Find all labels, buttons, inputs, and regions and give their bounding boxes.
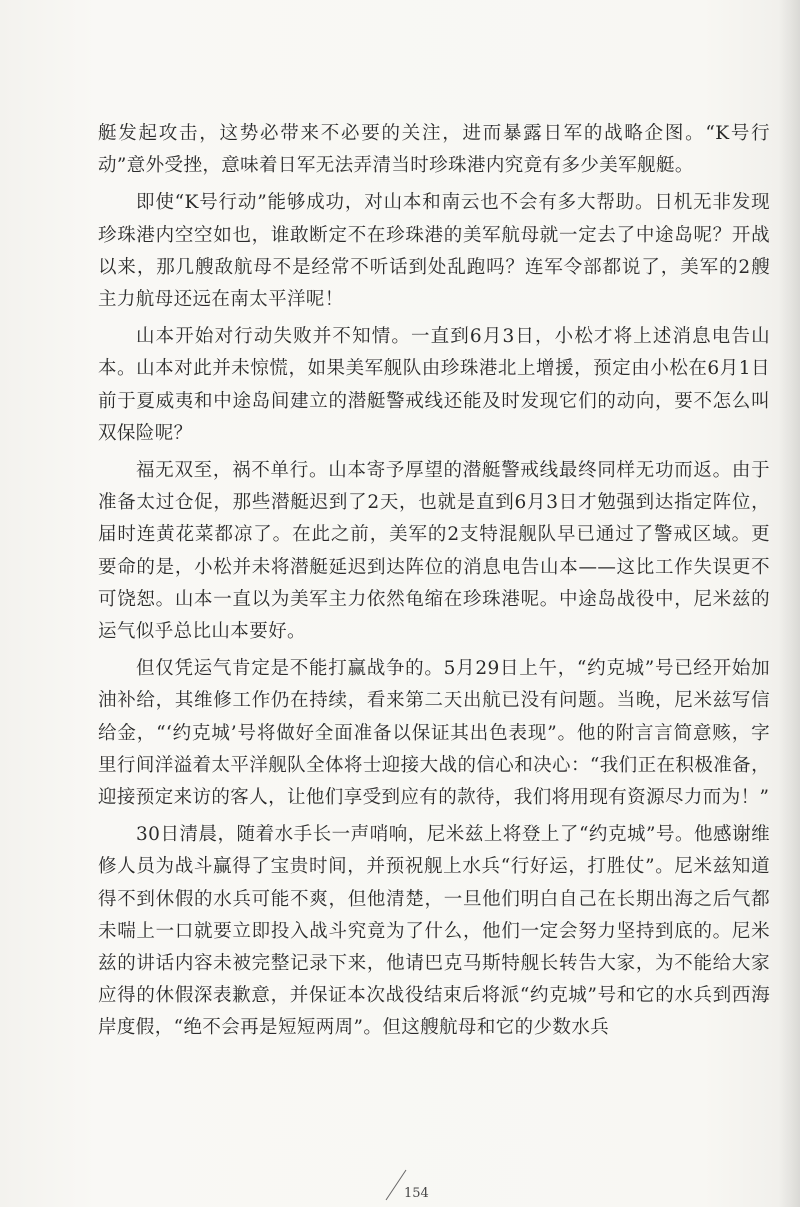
page-footer [380, 1168, 450, 1204]
paragraph: 福无双至，祸不单行。山本寄予厚望的潜艇警戒线最终同样无功而返。由于准备太过仓促，那些潜艇迟到了2天，也就是直到6月3日才勉强到达指定阵位，届时连黄花菜都凉了。在此之前，美军的2支特混舰队早已通过了警戒区域。更要命的是，小松并未将潜艇延迟到达阵位的消息电告山本——这比工作失误更不可饶恕。山本一直以为美军主力依然龟缩在珍珠港呢。中途岛战役中，尼米兹的运气似乎总比山本要好。 [98, 460, 770, 643]
paragraph: 30日清晨，随着水手长一声哨响，尼米兹上将登上了“约克城”号。他感谢维修人员为战斗赢得了宝贵时间，并预祝舰上水兵“行好运，打胜仗”。尼米兹知道得不到休假的水兵可能不爽，但他清楚，一旦他们明白自己在长期出海之后气都未喘上一口就要立即投入战斗究竟为了什么，他们一定会努力坚持到底的。尼米兹的讲话内容未被完整记录下来，他请巴克马斯特舰长转告大家，为不能给大家应得的休假深表歉意，并保证本次战役结束后将派“约克城”号和它的水兵到西海岸度假，“绝不会再是短短两周”。但这艘航母和它的少数水兵 [98, 824, 770, 1039]
paragraph: 即使“K号行动”能够成功，对山本和南云也不会有多大帮助。日机无非发现珍珠港内空空如也，谁敢断定不在珍珠港的美军航母就一定去了中途岛呢？开战以来，那几艘敌航母不是经常不听话到处乱跑吗？连军令部都说了，美军的2艘主力航母还远在南太平洋呢！ [98, 192, 770, 311]
page-edge-shadow [778, 0, 800, 1207]
body-text [98, 118, 770, 1045]
paragraph-continued: 艇发起攻击，这势必带来不必要的关注，进而暴露日军的战略企图。“K号行动”意外受挫，意味着日军无法弄清当时珍珠港内究竟有多少美军舰艇。 [98, 123, 770, 177]
page-number: 154 [404, 1186, 429, 1201]
paragraph: 山本开始对行动失败并不知情。一直到6月3日，小松才将上述消息电告山本。山本对此并未惊慌，如果美军舰队由珍珠港北上增援，预定由小松在6月1日前于夏威夷和中途岛间建立的潜艇警戒线还能及时发现它们的动向，要不怎么叫双保险呢？ [98, 326, 770, 444]
paragraph: 但仅凭运气肯定是不能打赢战争的。5月29日上午，“约克城”号已经开始加油补给，其维修工作仍在持续，看来第二天出航已没有问题。当晚，尼米兹写信给金，“‘约克城’号将做好全面准备以保证其出色表现”。他的附言言简意赅，字里行间洋溢着太平洋舰队全体将士迎接大战的信心和决心：“我们正在积极准备，迎接预定来访的客人，让他们享受到应有的款待，我们将用现有资源尽力而为！” [98, 658, 770, 809]
